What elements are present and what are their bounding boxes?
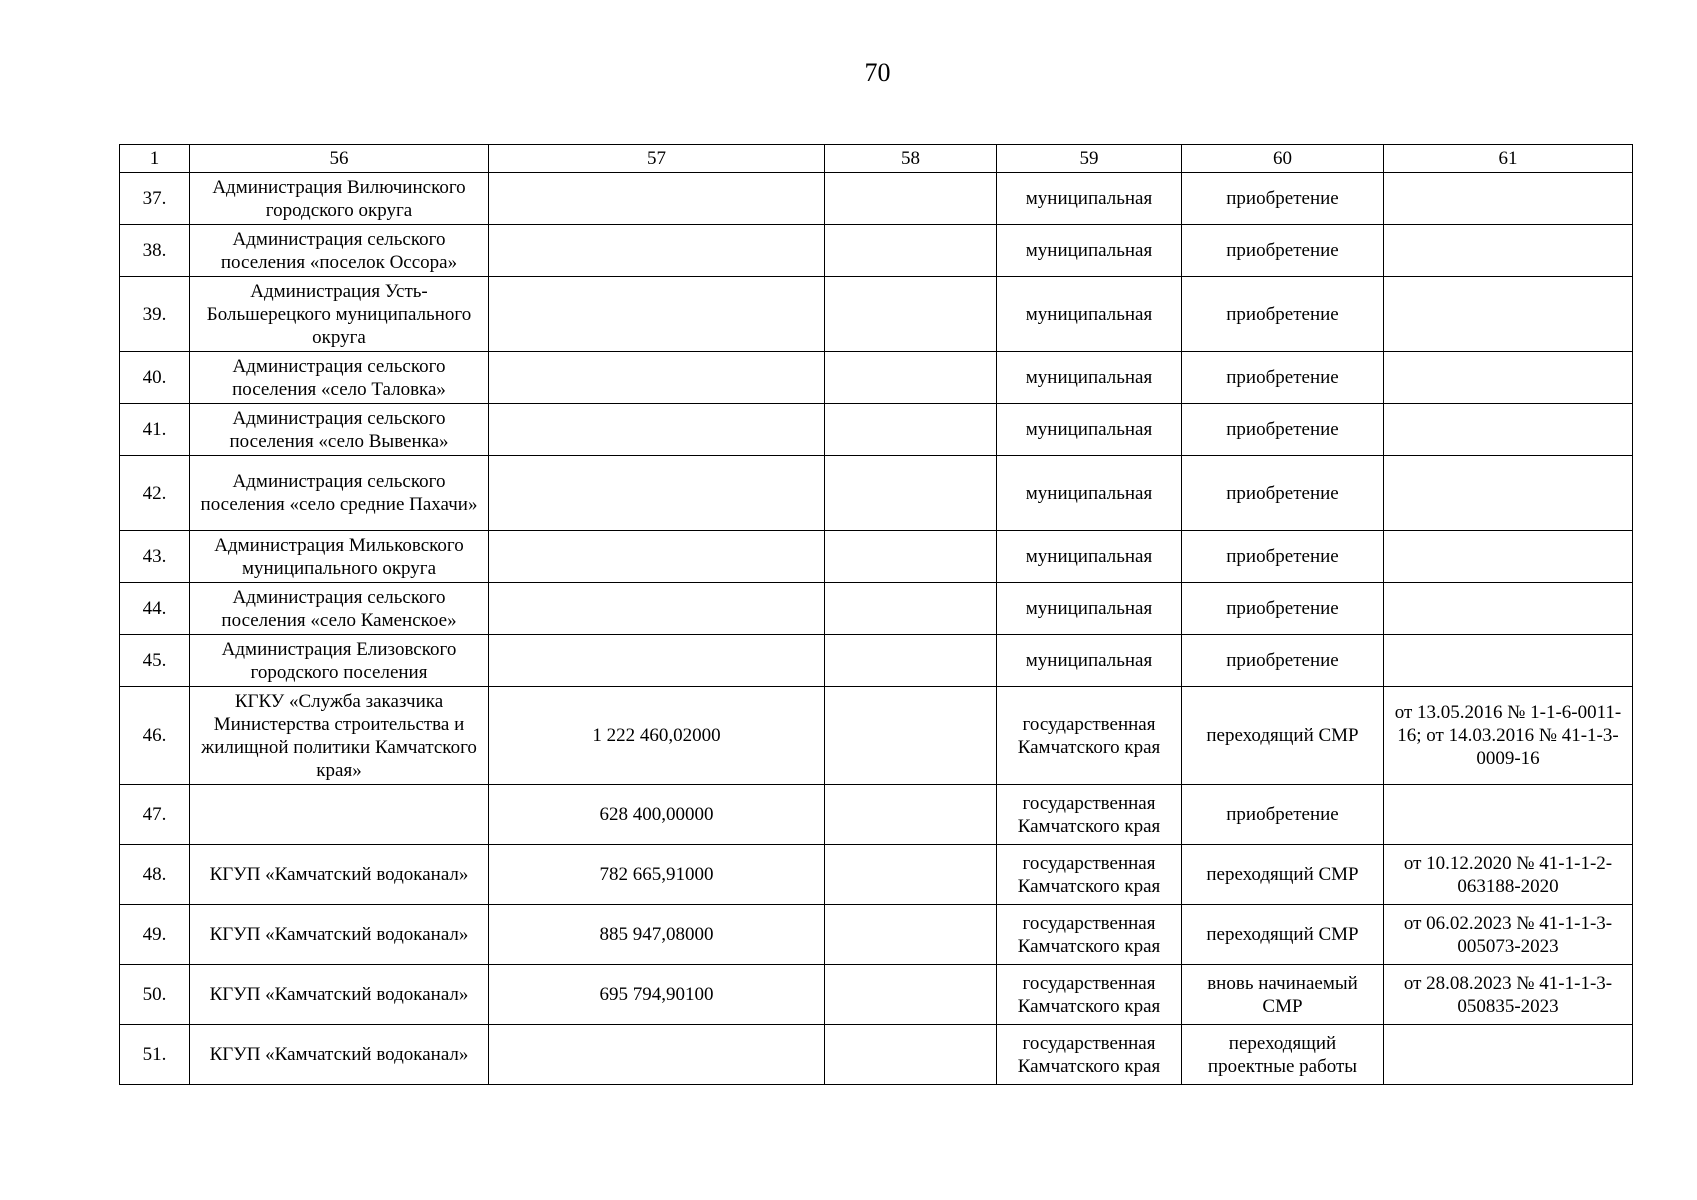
ownership-cell: государственная Камчатского края: [997, 965, 1182, 1025]
ownership-cell: государственная Камчатского края: [997, 905, 1182, 965]
header-cell-58: 58: [825, 145, 997, 173]
work-type-cell: приобретение: [1182, 225, 1384, 277]
document-cell: от 06.02.2023 № 41-1-1-3-005073-2023: [1384, 905, 1633, 965]
document-cell: [1384, 277, 1633, 352]
amount-cell: [489, 531, 825, 583]
ownership-cell: государственная Камчатского края: [997, 845, 1182, 905]
amount-cell: 782 665,91000: [489, 845, 825, 905]
document-cell: [1384, 456, 1633, 531]
work-type-cell: приобретение: [1182, 173, 1384, 225]
row-number: 50.: [120, 965, 190, 1025]
header-cell-61: 61: [1384, 145, 1633, 173]
row-number: 41.: [120, 404, 190, 456]
ownership-cell: муниципальная: [997, 456, 1182, 531]
ownership-cell: муниципальная: [997, 635, 1182, 687]
organization-cell: КГКУ «Служба заказчика Министерства строительства и жилищной политики Камчатского края»: [190, 687, 489, 785]
amount-cell: [489, 1025, 825, 1085]
table-row: [120, 352, 1633, 404]
document-cell: [1384, 583, 1633, 635]
ownership-cell: государственная Камчатского края: [997, 1025, 1182, 1085]
amount-cell: [489, 404, 825, 456]
amount-cell: [489, 277, 825, 352]
header-cell-57: 57: [489, 145, 825, 173]
amount-cell: [489, 456, 825, 531]
work-type-cell: приобретение: [1182, 404, 1384, 456]
work-type-cell: переходящий проектные работы: [1182, 1025, 1384, 1085]
document-cell: [1384, 635, 1633, 687]
organization-cell: КГУП «Камчатский водоканал»: [190, 845, 489, 905]
row-number: 37.: [120, 173, 190, 225]
work-type-cell: переходящий СМР: [1182, 845, 1384, 905]
amount-cell: 1 222 460,02000: [489, 687, 825, 785]
row-number: 51.: [120, 1025, 190, 1085]
ownership-cell: муниципальная: [997, 531, 1182, 583]
amount-cell: [489, 173, 825, 225]
table-row: [120, 1025, 1633, 1085]
organization-cell: Администрация Елизовского городского поселения: [190, 635, 489, 687]
column-58-cell: [825, 845, 997, 905]
column-58-cell: [825, 225, 997, 277]
table-row: [120, 965, 1633, 1025]
amount-cell: [489, 635, 825, 687]
table-row: [120, 785, 1633, 845]
work-type-cell: приобретение: [1182, 456, 1384, 531]
work-type-cell: приобретение: [1182, 785, 1384, 845]
row-number: 49.: [120, 905, 190, 965]
header-cell-60: 60: [1182, 145, 1384, 173]
row-number: 47.: [120, 785, 190, 845]
amount-cell: 695 794,90100: [489, 965, 825, 1025]
work-type-cell: приобретение: [1182, 531, 1384, 583]
column-58-cell: [825, 456, 997, 531]
organization-cell: Администрация сельского поселения «село Каменское»: [190, 583, 489, 635]
document-cell: от 28.08.2023 № 41-1-1-3-050835-2023: [1384, 965, 1633, 1025]
column-58-cell: [825, 965, 997, 1025]
document-cell: от 13.05.2016 № 1-1-6-0011-16; от 14.03.2016 № 41-1-3-0009-16: [1384, 687, 1633, 785]
organization-cell: [190, 785, 489, 845]
column-58-cell: [825, 173, 997, 225]
table-row: [120, 583, 1633, 635]
ownership-cell: муниципальная: [997, 583, 1182, 635]
amount-cell: 885 947,08000: [489, 905, 825, 965]
column-58-cell: [825, 583, 997, 635]
organization-cell: Администрация Усть-Большерецкого муниципального округа: [190, 277, 489, 352]
header-row: [120, 145, 1633, 173]
document-cell: [1384, 173, 1633, 225]
column-58-cell: [825, 687, 997, 785]
work-type-cell: приобретение: [1182, 635, 1384, 687]
table-row: [120, 225, 1633, 277]
column-58-cell: [825, 905, 997, 965]
work-type-cell: приобретение: [1182, 277, 1384, 352]
organization-cell: Администрация сельского поселения «село Таловка»: [190, 352, 489, 404]
organization-cell: Администрация сельского поселения «село средние Пахачи»: [190, 456, 489, 531]
header-cell-1: 1: [120, 145, 190, 173]
column-58-cell: [825, 785, 997, 845]
work-type-cell: вновь начинаемый СМР: [1182, 965, 1384, 1025]
ownership-cell: муниципальная: [997, 277, 1182, 352]
page-number: 70: [864, 58, 891, 87]
amount-cell: [489, 352, 825, 404]
table-row: [120, 456, 1633, 531]
table-row: [120, 173, 1633, 225]
document-cell: [1384, 1025, 1633, 1085]
column-58-cell: [825, 1025, 997, 1085]
row-number: 38.: [120, 225, 190, 277]
ownership-cell: государственная Камчатского края: [997, 687, 1182, 785]
amount-cell: [489, 225, 825, 277]
table-row: [120, 635, 1633, 687]
row-number: 46.: [120, 687, 190, 785]
ownership-cell: муниципальная: [997, 404, 1182, 456]
document-cell: [1384, 404, 1633, 456]
row-number: 39.: [120, 277, 190, 352]
organization-cell: Администрация сельского поселения «село Вывенка»: [190, 404, 489, 456]
row-number: 48.: [120, 845, 190, 905]
table-row: [120, 277, 1633, 352]
column-58-cell: [825, 404, 997, 456]
organization-cell: Администрация Мильковского муниципального округа: [190, 531, 489, 583]
organization-cell: КГУП «Камчатский водоканал»: [190, 905, 489, 965]
document-cell: от 10.12.2020 № 41-1-1-2-063188-2020: [1384, 845, 1633, 905]
work-type-cell: переходящий СМР: [1182, 905, 1384, 965]
table-row: [120, 687, 1633, 785]
work-type-cell: приобретение: [1182, 583, 1384, 635]
table-row: [120, 404, 1633, 456]
document-cell: [1384, 352, 1633, 404]
amount-cell: 628 400,00000: [489, 785, 825, 845]
organization-cell: КГУП «Камчатский водоканал»: [190, 965, 489, 1025]
work-type-cell: переходящий СМР: [1182, 687, 1384, 785]
organization-cell: Администрация Вилючинского городского округа: [190, 173, 489, 225]
organization-cell: Администрация сельского поселения «поселок Оссора»: [190, 225, 489, 277]
column-58-cell: [825, 352, 997, 404]
ownership-cell: муниципальная: [997, 173, 1182, 225]
header-cell-56: 56: [190, 145, 489, 173]
header-cell-59: 59: [997, 145, 1182, 173]
row-number: 42.: [120, 456, 190, 531]
data-table: [119, 144, 1633, 1085]
table-row: [120, 845, 1633, 905]
document-cell: [1384, 785, 1633, 845]
column-58-cell: [825, 635, 997, 687]
column-58-cell: [825, 531, 997, 583]
organization-cell: КГУП «Камчатский водоканал»: [190, 1025, 489, 1085]
document-cell: [1384, 531, 1633, 583]
ownership-cell: государственная Камчатского края: [997, 785, 1182, 845]
ownership-cell: муниципальная: [997, 352, 1182, 404]
table-row: [120, 905, 1633, 965]
amount-cell: [489, 583, 825, 635]
column-58-cell: [825, 277, 997, 352]
row-number: 45.: [120, 635, 190, 687]
row-number: 40.: [120, 352, 190, 404]
work-type-cell: приобретение: [1182, 352, 1384, 404]
table-row: [120, 531, 1633, 583]
ownership-cell: муниципальная: [997, 225, 1182, 277]
row-number: 43.: [120, 531, 190, 583]
document-cell: [1384, 225, 1633, 277]
row-number: 44.: [120, 583, 190, 635]
